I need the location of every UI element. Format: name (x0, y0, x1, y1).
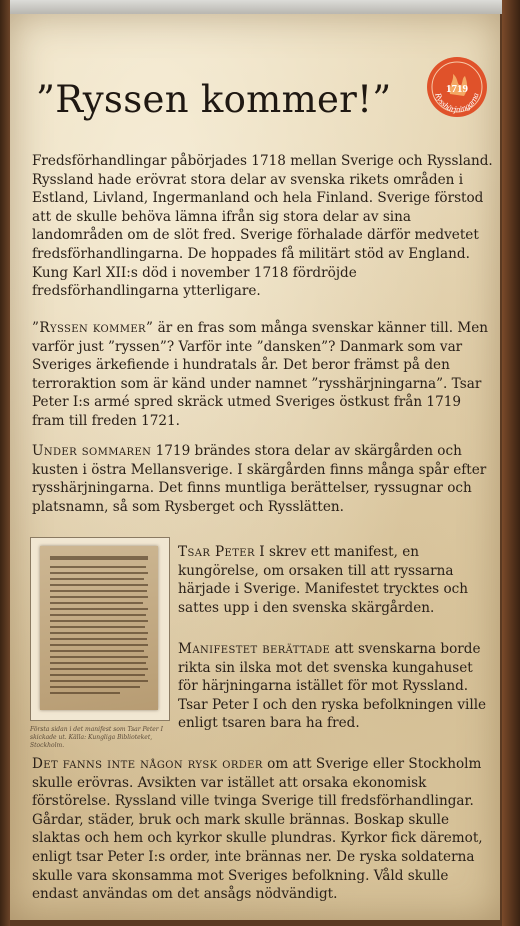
rysshärjningarna-logo-icon (426, 56, 488, 118)
paragraph-6-text: om att Sverige eller Stockholm skulle erövras. Avsikten var istället att orsaka ekonomisk förstörelse. Ryssland ville tvinga Sverige till fredsförhandlingar. Gårdar, städer, bruk och mark skulle brännas. Boskap skulle slaktas och hem och kyrkor skulle plundras. Kyrkor fick däremot, enligt tsar Peter I:s order, inte brännas ner. De ryska soldaterna skulle vara skonsamma mot Sveriges befolkning. Våld skulle endast användas om det ansågs nödvändigt. (32, 756, 483, 903)
paragraph-6-lead: Det fanns inte någon rysk order (32, 756, 263, 772)
image-caption: Första sidan i det manifest som Tsar Peter I skickade ut. Källa: Kungliga Biblioteket, Stockholm. (30, 726, 163, 749)
paragraph-3-lead: Under sommaren (32, 443, 152, 459)
manifest-image (30, 537, 170, 721)
poster-title: ”Ryssen kommer!” (36, 78, 392, 121)
wood-frame-left (0, 0, 10, 926)
paragraph-3 (32, 442, 494, 516)
paragraph-5-text: att svenskarna borde rikta sin ilska mot det svenska kungahuset för härjningarna istället för mot Ryssland. Tsar Peter I och den ryska befolkningen ville enligt tsaren bara ha fred. (178, 641, 487, 732)
paragraph-1-text: Fredsförhandlingar påbörjades 1718 mellan Sverige och Ryssland. Ryssland hade erövrat stora delar av svenska rikets områden i Estland, Livland, Ingermanland och hela Finland. Sverige förstod att de skulle behöva lämna ifrån sig stora delar av sina landområden om de slöt fred. Sverige förhalade därför medvetet fredsförhandlingarna. De hoppades få militärt stöd av England. Kung Karl XII:s död i november 1718 fördröjde fredsförhandlingarna ytterligare. (32, 153, 493, 300)
paragraph-5 (178, 640, 496, 733)
wall (0, 0, 520, 14)
logo-text: Rysshärjningarna (433, 91, 481, 115)
paragraph-4-lead: Tsar Peter (178, 544, 255, 560)
info-poster (10, 14, 500, 920)
logo-year: 1719 (446, 83, 468, 95)
paragraph-5-lead: Manifestet berättade (178, 641, 331, 657)
paragraph-1 (32, 152, 494, 301)
paragraph-4-text: I skrev ett manifest, en kungörelse, om orsaken till att ryssarna härjade i Sverige. Manifestet trycktes och sattes upp i den svenska skärgården. (178, 544, 469, 616)
paragraph-4 (178, 543, 496, 617)
paragraph-2-text: är en fras som många svenskar känner till. Men varför just ”ryssen”? Varför inte ”dansken”? Danmark som var Sveriges ärkefiende i hundratals år. Det beror främst på den terroraktion som är känd under namnet ”rysshärjningarna”. Tsar Peter I:s armé spred skräck utmed Sveriges östkust från 1719 fram till freden 1721. (32, 320, 489, 429)
wood-frame-right (502, 0, 520, 926)
paragraph-6 (32, 755, 494, 904)
manifest-document (40, 546, 158, 710)
paragraph-2 (32, 319, 494, 431)
paragraph-2-lead: ”Ryssen kommer” (32, 320, 154, 336)
paragraph-3-text: 1719 brändes stora delar av skärgården och kusten i östra Mellansverige. I skärgården finns många spår efter rysshärjningarna. Det finns muntliga berättelser, ryssugnar och platsnamn, så som Rysberget och Rysslätten. (32, 443, 487, 515)
